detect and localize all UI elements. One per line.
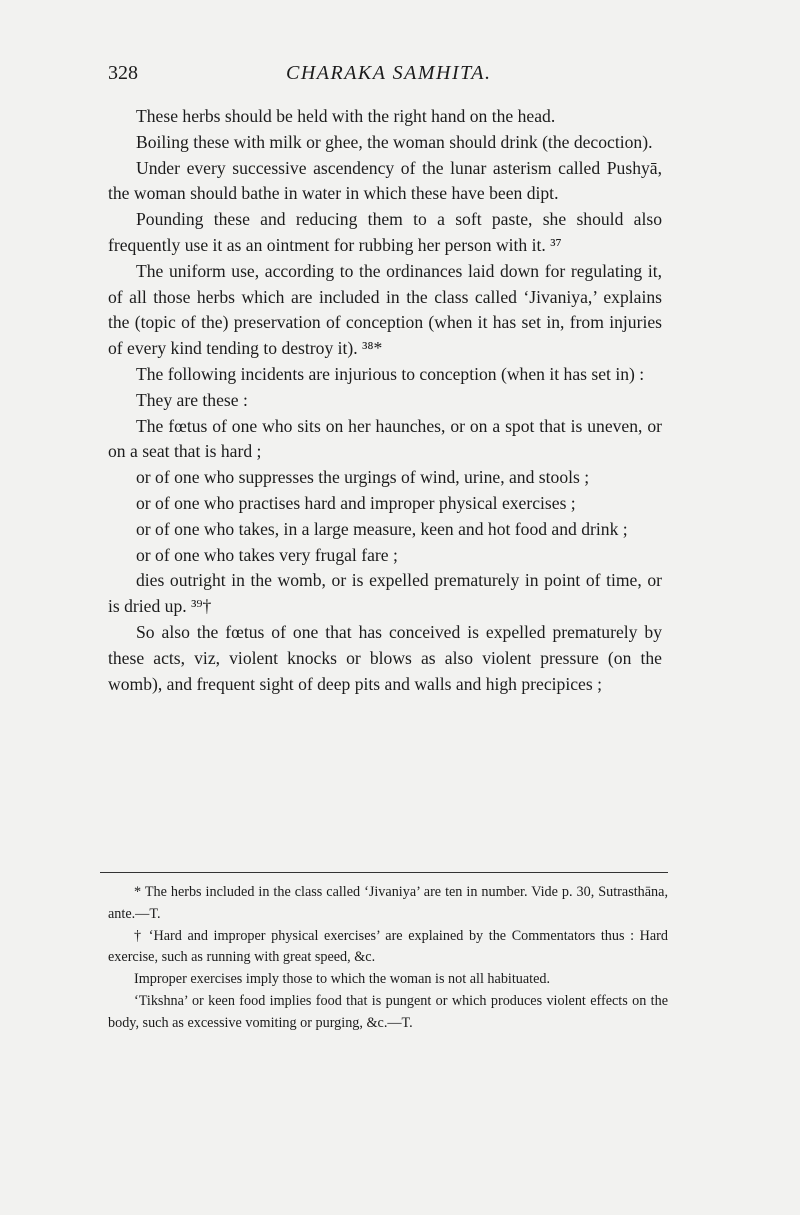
paragraph: or of one who practises hard and improper physical exercises ; [136,492,576,513]
page-header [108,62,660,92]
paragraph: So also the fœtus of one that has conceived is expelled prematurely by these acts, viz, violent knocks or blows as also violent pressure (on the womb), and frequent sight of deep pits and walls and high precipices ; [108,621,662,694]
paragraph: These herbs should be held with the right hand on the head. [136,106,556,126]
footnote: * The herbs included in the class called ‘Jivaniya’ are ten in number. Vide p. 30, Sutrasthāna, ante.—T. [108,884,668,922]
footnote-divider [100,872,668,873]
paragraph: The uniform use, according to the ordinances laid down for regulating it, of all those herbs which are included in the class called ‘Jivaniya,’ explains the (topic of the) preservation of conception (when it has set in, from injuries of every kind tending to destroy it). ³⁸* [108,260,662,359]
footnote: Improper exercises imply those to which the woman is not all habituated. [134,971,551,988]
footnotes [108,882,668,1035]
paragraph: or of one who takes very frugal fare ; [136,544,398,565]
paragraph: or of one who suppresses the urgings of wind, urine, and stools ; [136,467,590,488]
paragraph: The following incidents are injurious to conception (when it has set in) : [136,363,645,384]
paragraph: Boiling these with milk or ghee, the woman should drink (the decoction). [136,131,653,152]
page-number: 328 [108,62,138,84]
running-title: CHARAKA SAMHITA. [286,62,492,84]
paragraph: The fœtus of one who sits on her haunches, or on a spot that is uneven, or on a seat that is hard ; [108,415,662,462]
footnote: † ‘Hard and improper physical exercises’ are explained by the Commentators thus : Hard exercise, such as running with great speed, &c. [108,927,668,966]
paragraph: or of one who takes, in a large measure, keen and hot food and drink ; [136,518,628,539]
paragraph: dies outright in the womb, or is expelled prematurely in point of time, or is dried up. ³⁹† [108,570,662,617]
paragraph: Pounding these and reducing them to a soft paste, she should also frequently use it as an ointment for rubbing her person with it. ³⁷ [108,209,662,255]
paragraph: They are these : [136,389,248,410]
footnote: ‘Tikshna’ or keen food implies food that is pungent or which produces violent effects on the body, such as excessive vomiting or purging, &c.—T. [108,992,668,1031]
body-text [108,104,662,697]
paragraph: Under every successive ascendency of the lunar asterism called Pushyā, the woman should bathe in water in which these have been dipt. [108,157,662,204]
